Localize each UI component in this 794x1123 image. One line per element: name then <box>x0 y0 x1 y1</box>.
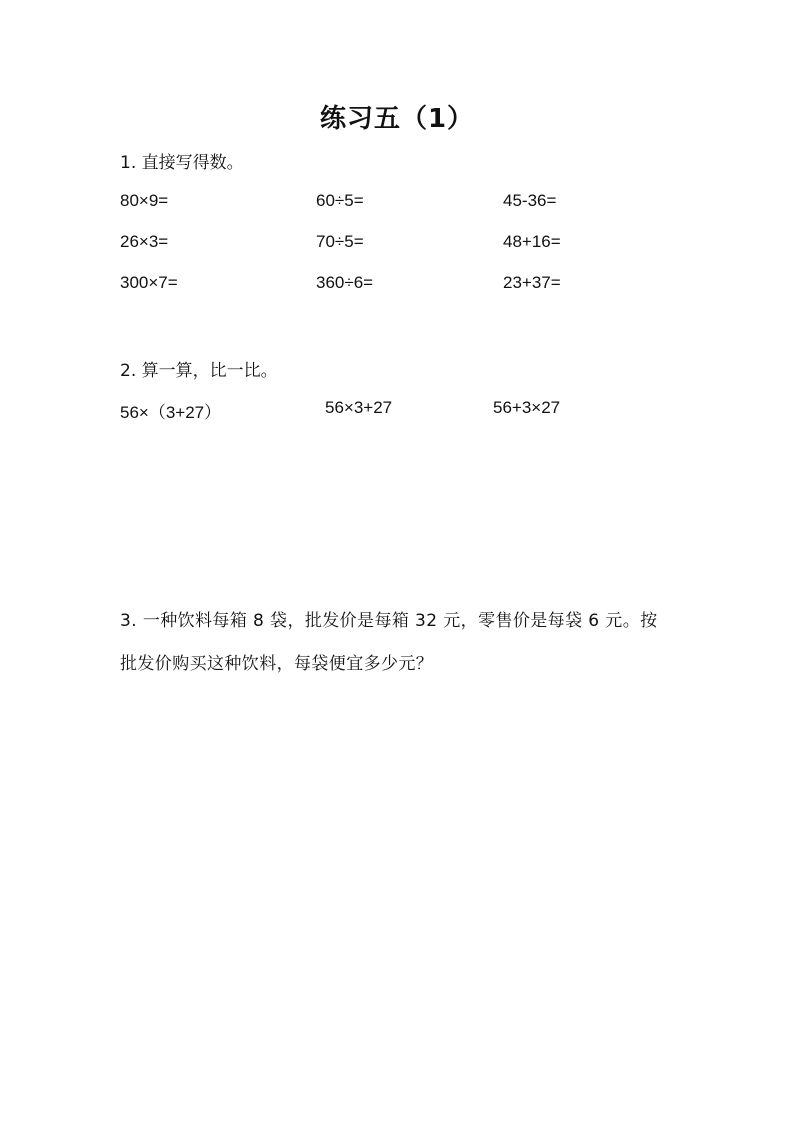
q1-calc-row2-col3: 48+16= <box>503 232 561 251</box>
q1-calc-row1-col2: 60÷5= <box>316 191 364 210</box>
q1-calc-row1-col3: 45-36= <box>503 191 557 210</box>
q1-calc-row3-col3: 23+37= <box>503 273 561 292</box>
q1-calc-row2-col2: 70÷5= <box>316 232 364 251</box>
page-title: 练习五（1） <box>319 104 475 134</box>
q3-text-line-1: 3. 一种饮料每箱 8 袋，批发价是每箱 32 元，零售价是每袋 6 元。按 <box>120 611 658 631</box>
q1-calc-row3-col2: 360÷6= <box>316 273 374 292</box>
q1-calc-row1-col1: 80×9= <box>120 191 169 210</box>
q2-expression-2: 56×3+27 <box>325 398 393 417</box>
q1-heading: 1. 直接写得数。 <box>120 153 244 173</box>
q3-text-line-2: 批发价购买这种饮料，每袋便宜多少元？ <box>120 654 434 674</box>
q1-calc-row2-col1: 26×3= <box>120 232 169 251</box>
q2-expression-3: 56+3×27 <box>493 398 561 417</box>
q2-expression-1: 56×（3+27） <box>120 403 222 422</box>
q1-calc-row3-col1: 300×7= <box>120 273 178 292</box>
q2-heading: 2. 算一算，比一比。 <box>120 361 278 381</box>
